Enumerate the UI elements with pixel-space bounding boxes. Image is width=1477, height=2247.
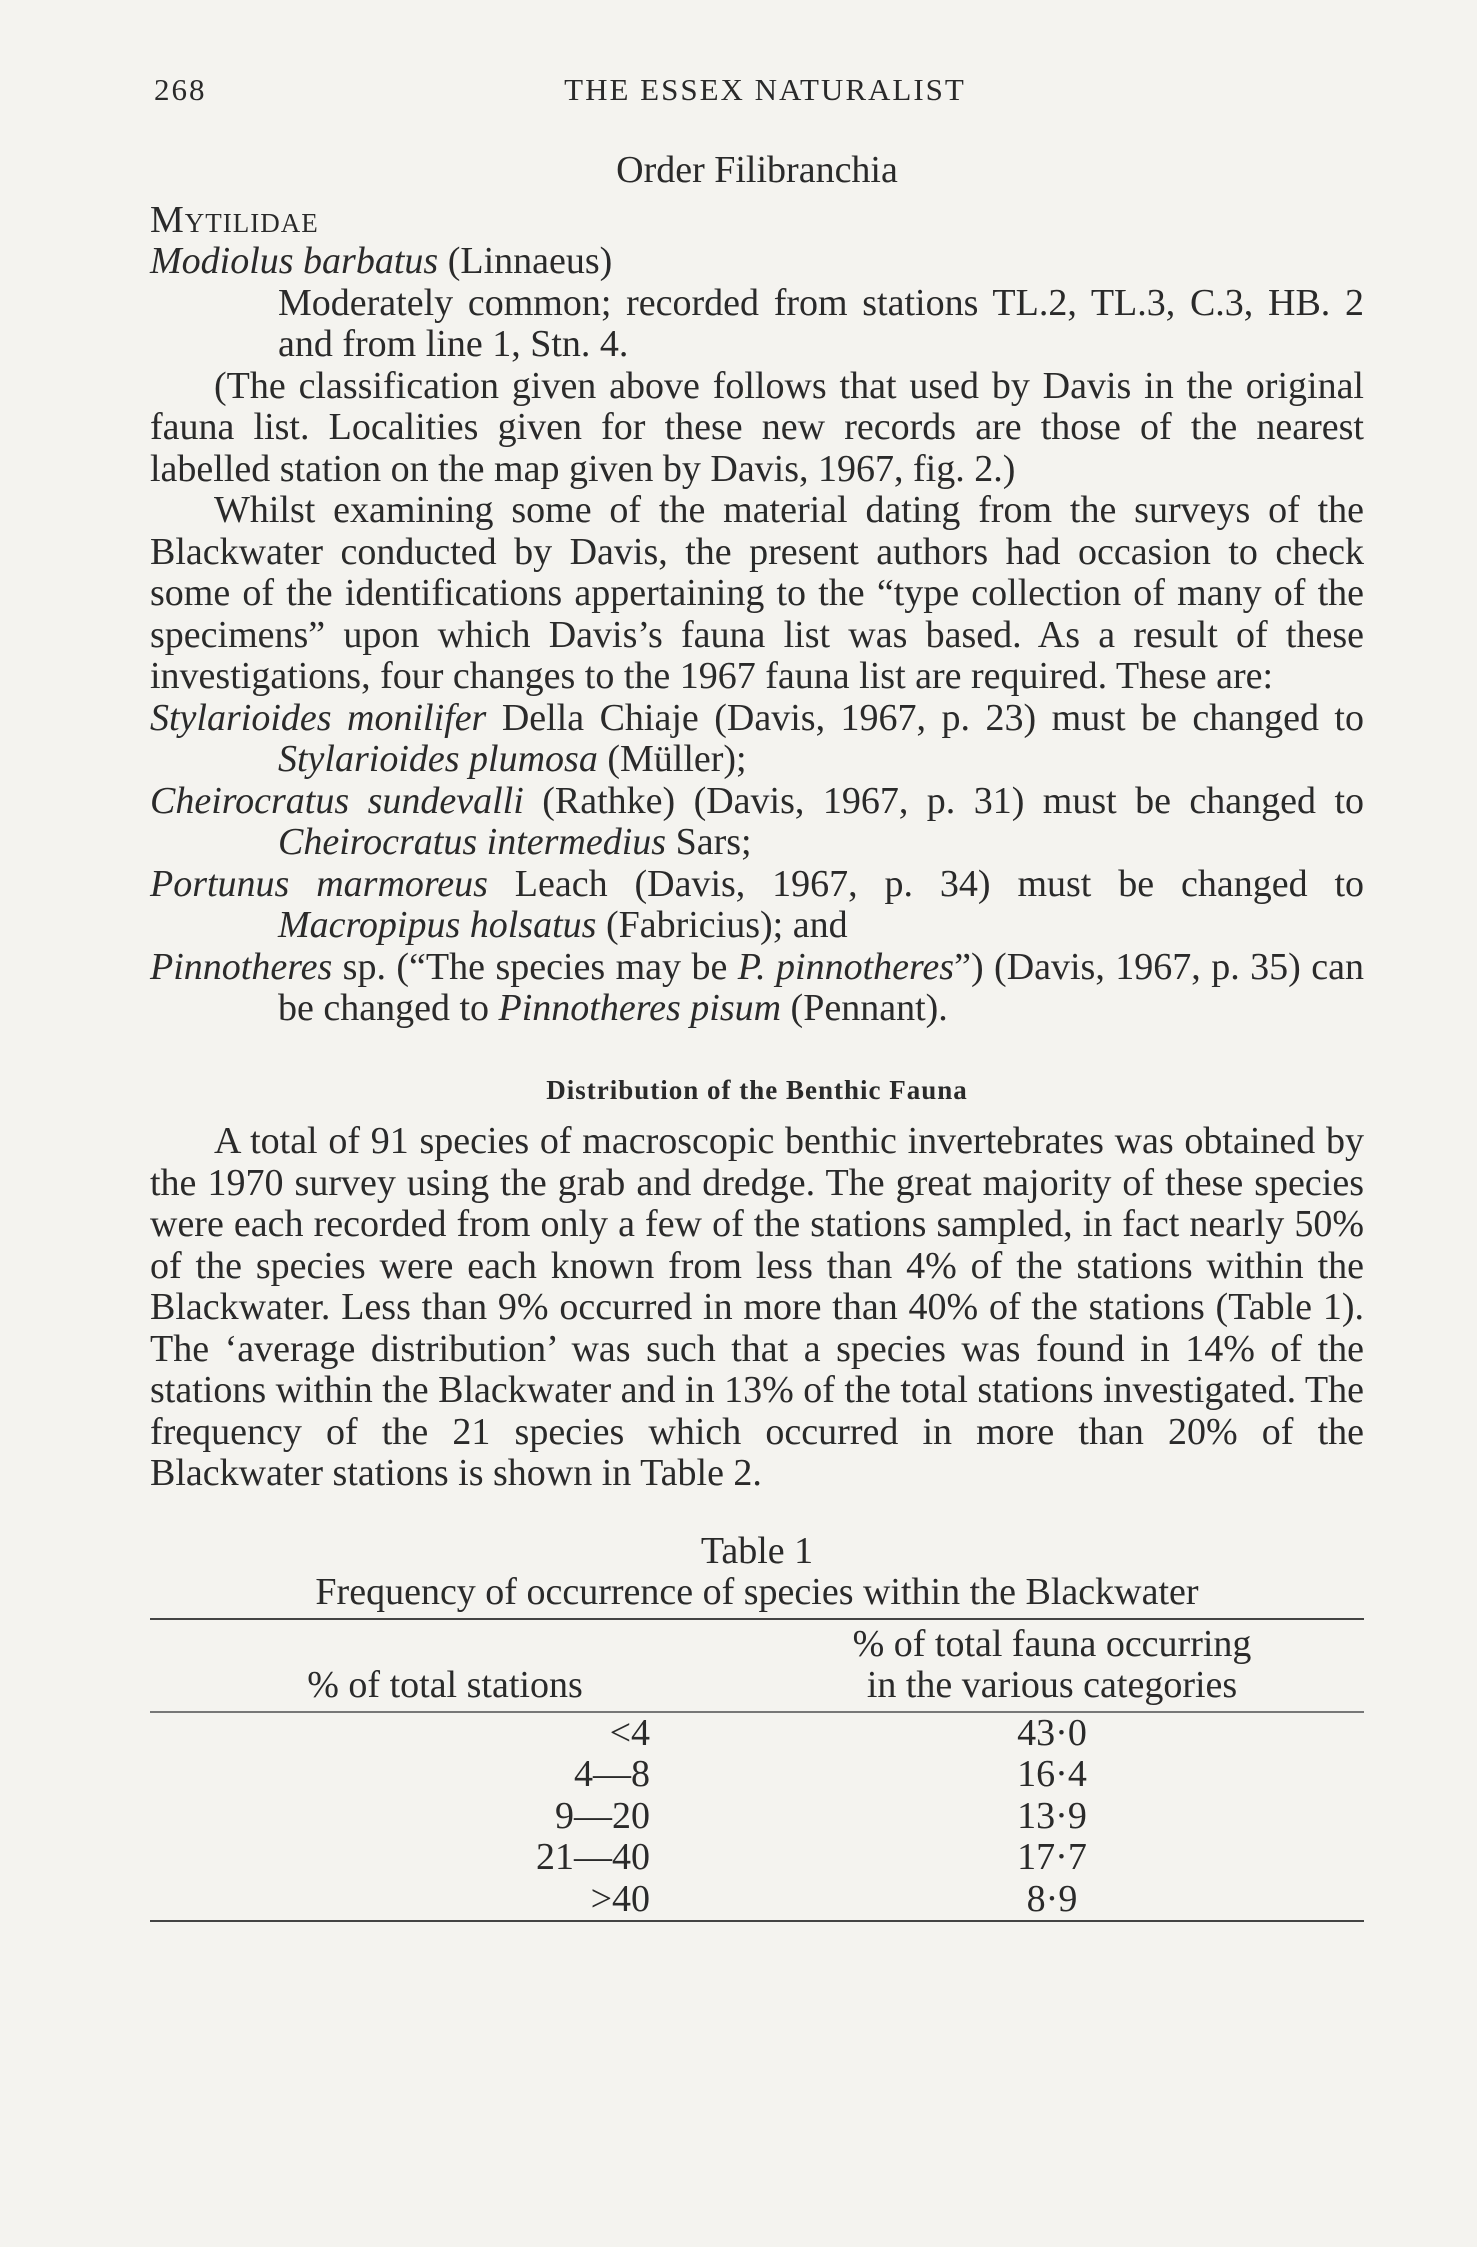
document-body [150, 142, 1364, 1922]
section-heading: Distribution of the Benthic Fauna [546, 1074, 968, 1105]
table-label: Table 1 [700, 1529, 814, 1572]
column-header-fauna: % of total fauna occurring in the various categories [852, 1622, 1252, 1706]
fauna-cell: 8·9 [1026, 1877, 1078, 1920]
species-entry [150, 241, 1364, 283]
new-species-name: Macropipus holsatus [278, 904, 597, 946]
fauna-cell: 16·4 [1017, 1753, 1087, 1795]
change-item: Pinnotheres sp. (“The species may be P. pinnotheres”) (Davis, 1967, p. 35) can be changed to Pinnotheres pisum (Pennant). [150, 945, 1365, 1029]
family-heading: Mytilidae [150, 198, 319, 241]
species-note: Moderately common; recorded from stations TL.2, TL.3, C.3, HB. 2 and from line 1, Stn. 4. [278, 281, 1364, 365]
fauna-cell: 13·9 [1017, 1794, 1087, 1837]
change-item: Stylarioides monilifer Della Chiaje (Davis, 1967, p. 23) must be changed to Stylarioides plumosa (Müller); [150, 696, 1364, 780]
species-name: Modiolus barbatus [150, 240, 439, 282]
table-row [150, 1796, 1364, 1838]
paragraph-distribution: A total of 91 species of macroscopic benthic invertebrates was obtained by the 1970 survey using the grab and dredge. The great majority of these species were each recorded from only a few of the stations sampled, in fact nearly 50% of the species were each known from less than 4% of the stations within the Blackwater. Less than 9% occurred in more than 40% of the stations (Table 1). The ‘average distribution’ was such that a species was found in 14% of the stations within the Blackwater and in 13% of the total stations investigated. The frequency of the 21 species which occurred in more than 20% of the Blackwater stations is shown in Table 2. [150, 1120, 1364, 1494]
new-species-name: Stylarioides plumosa [278, 738, 598, 780]
stations-cell: 9—20 [555, 1794, 650, 1837]
stations-cell: 4—8 [574, 1753, 650, 1795]
table-row [150, 1754, 1364, 1796]
stations-cell: 21—40 [536, 1836, 650, 1878]
page-number: 268 [154, 72, 207, 107]
fauna-cell: 17·7 [1017, 1836, 1087, 1878]
old-species-name: Stylarioides monilifer [150, 696, 487, 739]
species-authority: (Linnaeus) [447, 240, 613, 282]
table-header-row [150, 1619, 1364, 1712]
new-species-name: Pinnotheres pisum [498, 987, 782, 1029]
table-row [150, 1837, 1364, 1879]
change-item: Portunus marmoreus Leach (Davis, 1967, p. 34) must be changed to Macropipus holsatus (Fabricius); and [150, 862, 1364, 946]
order-heading: Order Filibranchia [616, 149, 898, 191]
new-species-name: Cheirocratus intermedius [278, 821, 667, 863]
journal-title: THE ESSEX NATURALIST [564, 72, 966, 107]
running-header [150, 72, 1380, 116]
stations-cell: >40 [590, 1877, 650, 1920]
column-header-stations: % of total stations [307, 1664, 583, 1706]
fauna-cell: 43·0 [1017, 1711, 1087, 1754]
table-caption: Frequency of occurrence of species within the Blackwater [315, 1571, 1199, 1613]
old-species-name: Cheirocratus sundevalli [150, 779, 524, 822]
change-item: Cheirocratus sundevalli (Rathke) (Davis, 1967, p. 31) must be changed to Cheirocratus intermedius Sars; [150, 779, 1364, 863]
old-species-name: Pinnotheres [150, 945, 333, 988]
old-species-name: Portunus marmoreus [150, 862, 488, 905]
frequency-table [150, 1618, 1364, 1923]
changes-list [150, 698, 1364, 1030]
table-row [150, 1712, 1364, 1755]
paragraph-classification: (The classification given above follows that used by Davis in the original fauna list. Localities given for these new records are those of the nearest labelled station on the map given by Davis, 1967, fig. 2.) [150, 364, 1364, 490]
paragraph-examination: Whilst examining some of the material dating from the surveys of the Blackwater conducted by Davis, the present authors had occasion to check some of the identifications appertaining to the “type collection of many of the specimens” upon which Davis’s fauna list was based. As a result of these investigations, four changes to the 1967 fauna list are required. These are: [150, 489, 1364, 697]
table-row [150, 1879, 1364, 1922]
stations-cell: <4 [609, 1711, 650, 1754]
